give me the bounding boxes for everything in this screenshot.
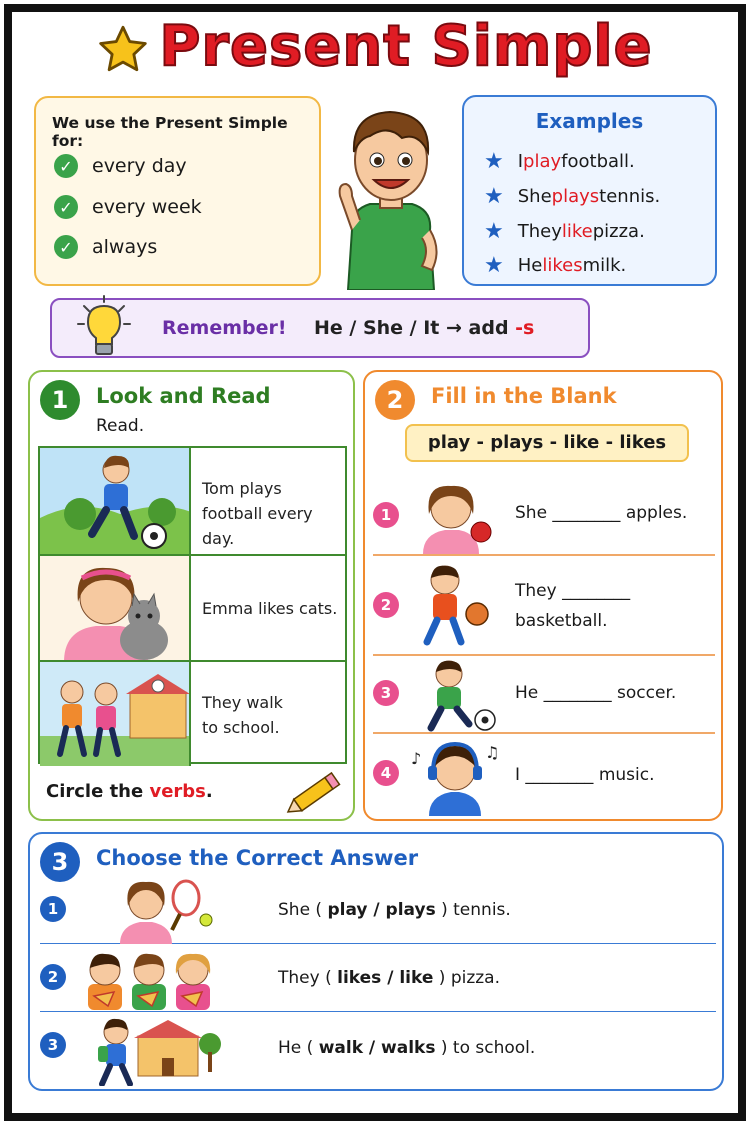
choice-text: He ( [278, 1038, 319, 1058]
uses-item-label: every day [92, 155, 187, 177]
example-text: He [517, 255, 543, 276]
section-title: Look and Read [96, 384, 271, 408]
fill-line: They ________ [515, 581, 631, 601]
reading-text [202, 476, 345, 551]
choice-sentence [278, 1038, 535, 1058]
reading-text [202, 690, 283, 740]
boy-pointing-illustration [330, 100, 452, 290]
boy-playing-football-image [40, 448, 191, 554]
choice-option[interactable]: walk [318, 1038, 363, 1058]
choice-sentence [278, 900, 511, 920]
uses-item-label: always [92, 236, 158, 258]
example-text: She [517, 186, 552, 207]
girl-with-tennis-racket-image [100, 876, 220, 944]
choice-separator: / [363, 1038, 382, 1058]
kids-eating-pizza-image [80, 946, 220, 1010]
item-number: 4 [373, 760, 399, 786]
reading-table [38, 446, 347, 764]
fill-item [373, 556, 715, 656]
page-title [0, 14, 750, 79]
item-number: 2 [40, 964, 66, 990]
check-icon: ✓ [54, 235, 78, 259]
choice-sentence [278, 968, 500, 988]
choice-text: ) to school. [435, 1038, 536, 1058]
example-text: tennis. [599, 186, 661, 207]
reading-text [202, 596, 337, 621]
boy-playing-basketball-image [411, 562, 495, 648]
circle-verbs-instruction [46, 781, 213, 802]
check-icon: ✓ [54, 154, 78, 178]
section-look-and-read [28, 370, 355, 821]
fill-item [373, 734, 715, 818]
instruction-text: . [205, 781, 213, 802]
kids-walking-to-school-image [40, 662, 191, 766]
title-text: Present Simple [159, 14, 653, 79]
pencil-icon [286, 770, 344, 816]
check-icon: ✓ [54, 195, 78, 219]
choice-text: ) pizza. [433, 968, 500, 988]
instruction-keyword: verbs [149, 781, 206, 802]
example-text: football. [561, 151, 635, 172]
music-note-icon: ♫ [485, 743, 499, 762]
example-text: pizza. [592, 221, 645, 242]
example-sentence [484, 219, 645, 244]
example-text: milk. [582, 255, 627, 276]
uses-heading: We use the Present Simple for: [52, 114, 288, 150]
section-number: 1 [40, 380, 80, 420]
choice-item [40, 876, 716, 944]
choice-option[interactable]: like [399, 968, 434, 988]
fill-line: basketball. [515, 611, 608, 631]
choice-text: ) tennis. [435, 900, 511, 920]
choice-option[interactable]: plays [385, 900, 436, 920]
section-subtitle: Read. [96, 416, 145, 436]
remember-label: Remember! [162, 317, 287, 339]
section-number: 2 [375, 380, 415, 420]
uses-item-label: every week [92, 196, 202, 218]
reading-line: Tom plays [202, 479, 282, 498]
reading-row [40, 448, 345, 556]
item-number: 3 [373, 680, 399, 706]
rule-suffix: -s [515, 317, 535, 339]
choice-option[interactable]: likes [337, 968, 382, 988]
uses-panel [34, 96, 321, 286]
reading-line: They walk [202, 693, 283, 712]
example-verb: play [523, 151, 562, 172]
star-icon [97, 24, 149, 76]
remember-banner [50, 298, 590, 358]
boy-playing-soccer-image [413, 658, 497, 732]
choice-text: They ( [278, 968, 338, 988]
example-sentence [484, 253, 626, 278]
choice-item [40, 944, 716, 1012]
choice-separator: / [367, 900, 386, 920]
fill-sentence: He ________ soccer. [515, 683, 677, 703]
star-icon: ★ [484, 184, 504, 209]
star-icon: ★ [484, 219, 504, 244]
uses-item [54, 195, 202, 219]
example-text: They [517, 221, 562, 242]
instruction-text: Circle the [46, 781, 150, 802]
rule-text: He / She / It → add [314, 317, 516, 339]
example-sentence [484, 149, 635, 174]
uses-item [54, 154, 187, 178]
examples-heading: Examples [535, 109, 644, 133]
reading-row [40, 662, 345, 766]
item-number: 3 [40, 1032, 66, 1058]
choice-separator: / [381, 968, 400, 988]
examples-panel [462, 95, 717, 286]
example-verb: plays [551, 186, 600, 207]
section-fill-in-the-blank [363, 370, 723, 821]
section-choose-the-correct-answer [28, 832, 724, 1091]
star-icon: ★ [484, 253, 504, 278]
example-verb: likes [542, 255, 583, 276]
reading-line: to school. [202, 718, 280, 737]
fill-sentence: She ________ apples. [515, 503, 688, 523]
example-sentence [484, 184, 660, 209]
reading-line: football every day. [202, 504, 313, 548]
choice-item [40, 1012, 716, 1088]
reading-line: Emma likes cats. [202, 599, 338, 618]
boy-with-headphones-image [407, 736, 499, 816]
section-title: Choose the Correct Answer [96, 846, 419, 870]
fill-sentence: I ________ music. [515, 765, 655, 785]
item-number: 1 [40, 896, 66, 922]
fill-sentence [515, 576, 630, 636]
fill-item [373, 476, 715, 556]
boy-walking-to-school-image [86, 1014, 222, 1086]
lightbulb-icon [76, 294, 132, 360]
item-number: 2 [373, 592, 399, 618]
choice-option[interactable]: play [327, 900, 368, 920]
uses-item [54, 235, 157, 259]
reading-row [40, 556, 345, 662]
choice-text: She ( [278, 900, 328, 920]
remember-rule [314, 317, 534, 339]
star-icon: ★ [484, 149, 504, 174]
girl-with-cat-image [40, 556, 191, 660]
word-bank: play - plays - like - likes [405, 424, 689, 462]
music-note-icon: ♪ [411, 749, 422, 768]
example-verb: like [561, 221, 593, 242]
fill-item [373, 656, 715, 734]
section-title: Fill in the Blank [431, 384, 617, 408]
girl-with-apple-image [409, 478, 493, 554]
section-number: 3 [40, 842, 80, 882]
example-text: I [517, 151, 524, 172]
choice-option[interactable]: walks [381, 1038, 436, 1058]
item-number: 1 [373, 502, 399, 528]
